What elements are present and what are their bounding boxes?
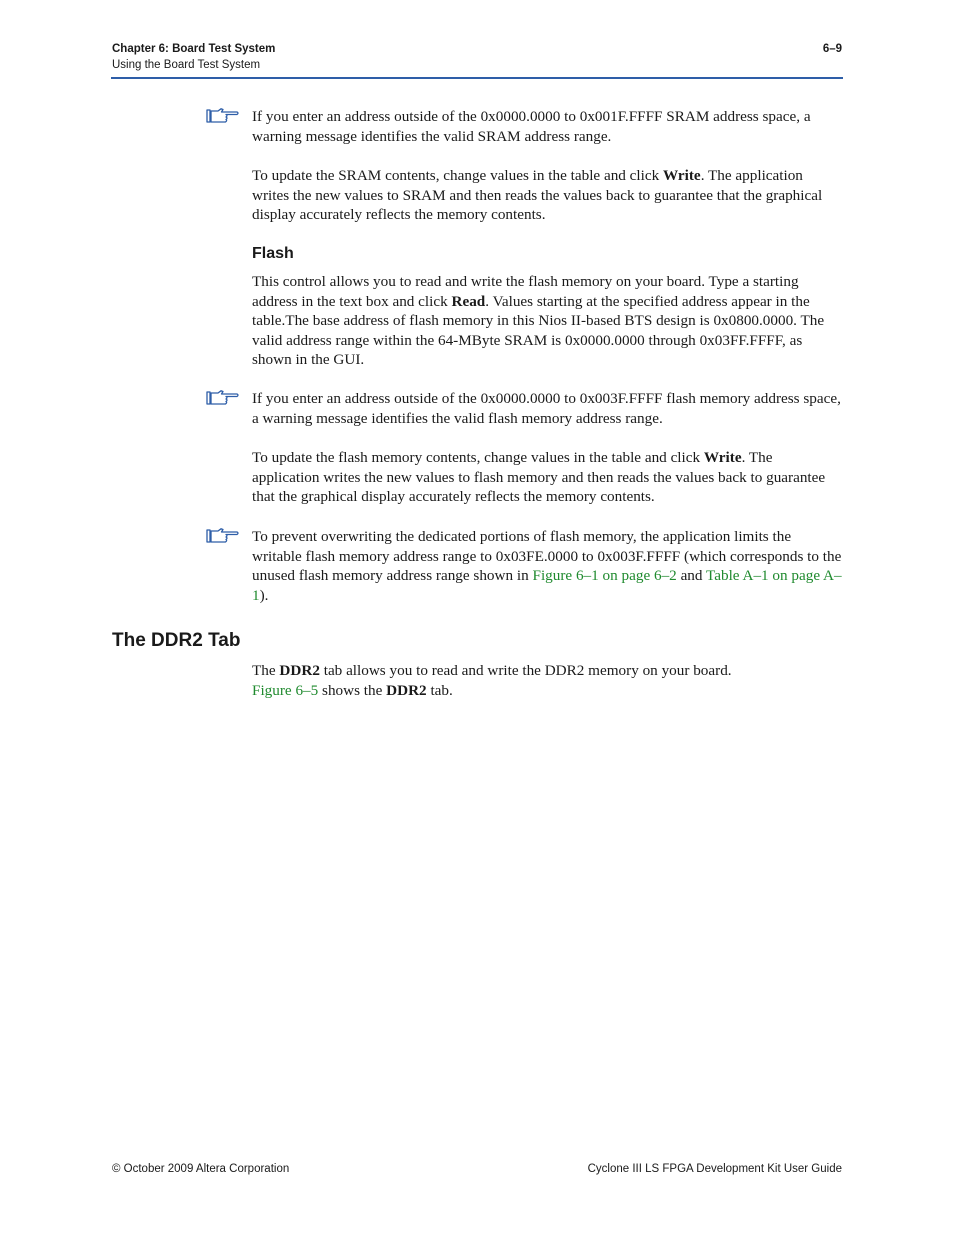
read-keyword: Read	[451, 292, 486, 310]
table-a-1-link[interactable]: Table A–1 on page A–1	[252, 567, 842, 604]
note-sram-range: If you enter an address outside of the 0x0000.0000 to 0x001F.FFFF SRAM address space, a warning message identifies the valid SRAM address range.	[252, 108, 811, 145]
pointing-hand-icon	[206, 108, 240, 124]
figure-6-5-link[interactable]: Figure 6–5	[252, 681, 319, 699]
header-page-number: 6–9	[822, 43, 842, 55]
flash-paragraph: This control allows you to read and write the flash memory on your board. Type a starting address in the text box and click Read. Values starting at the specified address appear in the table.The base address of flash memory in this Nios II-based BTS design is 0x0800.0000. The valid address range within the 64-MByte SRAM is 0x0000.0000 through 0x03FF.FFFF, as shown in the GUI.	[252, 273, 825, 369]
pointing-hand-icon	[206, 390, 240, 406]
write-keyword: Write	[663, 167, 701, 184]
note-flash-range: If you enter an address outside of the 0x0000.0000 to 0x003F.FFFF flash memory address space, a warning message identifies the valid flash memory address range.	[252, 390, 841, 427]
header-rule	[111, 77, 843, 79]
ddr2-paragraph: The DDR2 tab allows you to read and write the DDR2 memory on your board. Figure 6–5 shows the DDR2 tab.	[252, 662, 732, 699]
pointing-hand-icon	[206, 528, 240, 544]
ddr2-tab-heading: The DDR2 Tab	[112, 630, 241, 651]
flash-update-paragraph: To update the flash memory contents, change values in the table and click Write. The application writes the new values to flash memory and then reads the values back to guarantee that the graphical display accurately reflects the memory contents.	[252, 449, 826, 506]
flash-heading: Flash	[252, 245, 294, 262]
note-writable-range: To prevent overwriting the dedicated portions of flash memory, the application limits the writable flash memory address range to 0x03FE.0000 to 0x003F.FFFF (which corresponds to the unused flash memory address range shown in Figure 6–1 on page 6–2 and Table A–1 on page A–1).	[252, 528, 842, 604]
sram-update-paragraph: To update the SRAM contents, change values in the table and click Write. The application writes the new values to SRAM and then reads the values back to guarantee that the graphical display accurately reflects the memory contents.	[252, 167, 823, 224]
write-keyword: Write	[703, 449, 742, 466]
figure-6-1-link[interactable]: Figure 6–1 on page 6–2	[532, 567, 677, 585]
header-chapter: Chapter 6: Board Test System	[112, 43, 276, 55]
footer-copyright: © October 2009 Altera Corporation	[112, 1163, 290, 1175]
header-subtitle: Using the Board Test System	[112, 59, 261, 71]
footer-guide-title: Cyclone III LS FPGA Development Kit User Guide	[587, 1163, 842, 1175]
